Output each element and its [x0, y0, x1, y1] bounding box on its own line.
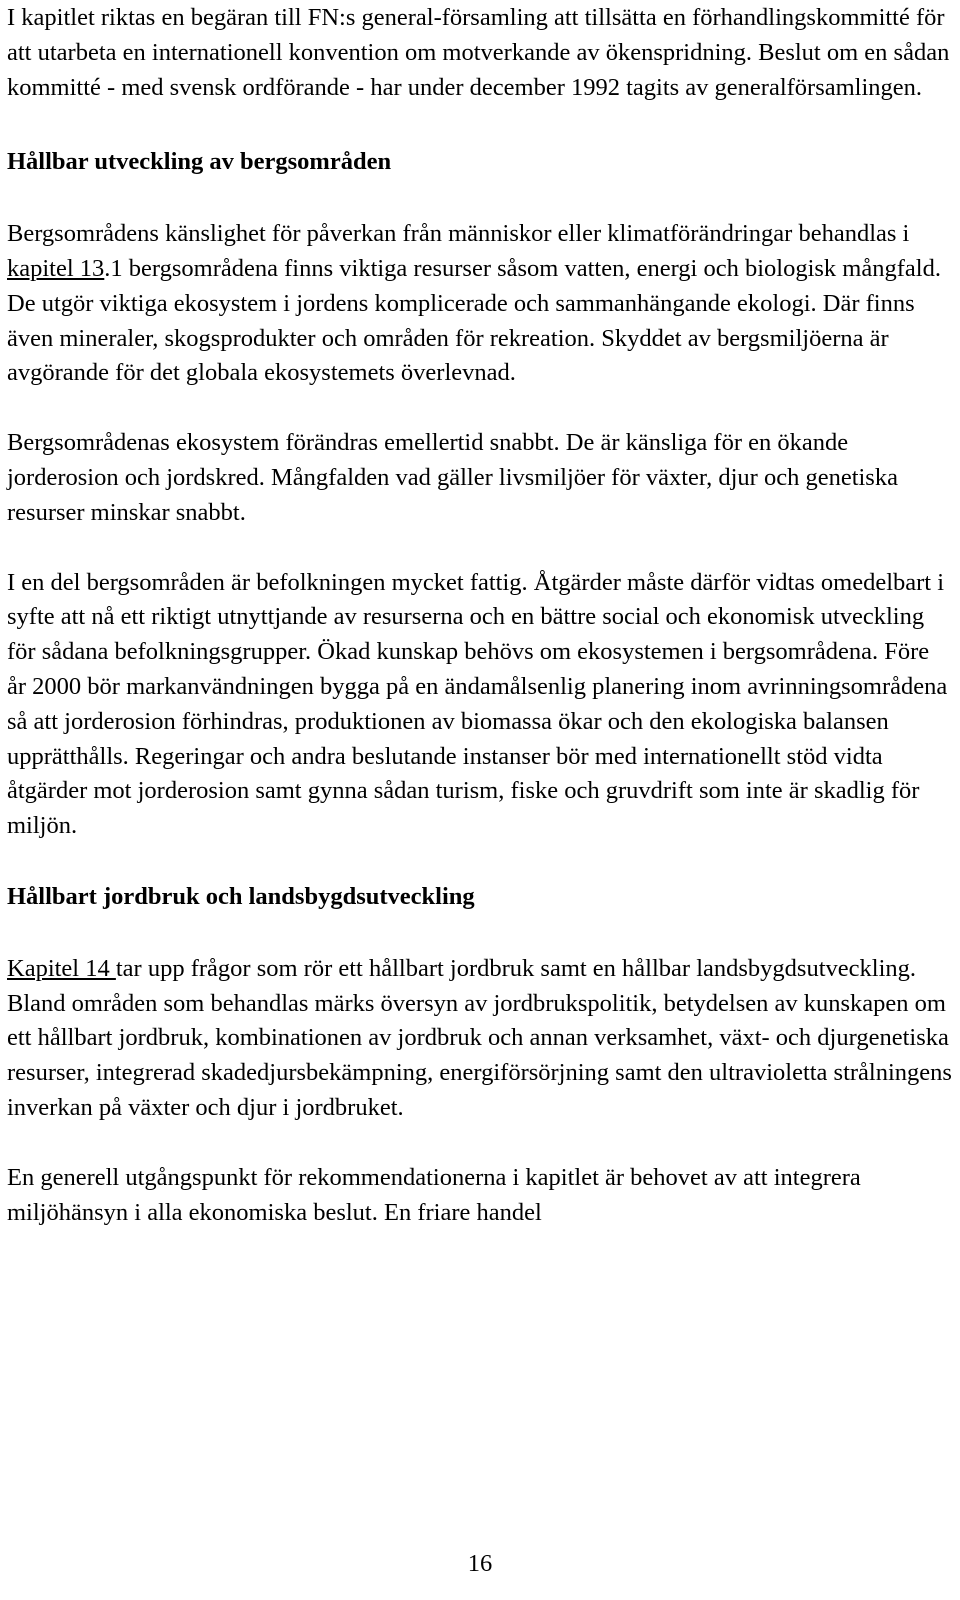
document-page: [7, 0, 953, 1230]
agriculture-p1-text-after: tar upp frågor som rör ett hållbart jordbruk samt en hållbar landsbygdsutveckling. Bland områden som behandlas märks översyn av jordbrukspolitik, betydelsen av kunskapen om ett hållbart jordbruk, kombinationen av jordbruk och annan verksamhet, växt- och djurgenetiska resurser, integrerad skadedjursbekämpning, energiförsörjning samt den ultravioletta strålningens inverkan på växter och djur i jordbruket.: [7, 954, 952, 1121]
agriculture-paragraph-1: [7, 952, 953, 1126]
mountains-paragraph-3: I en del bergsområden är befolkningen mycket fattig. Åtgärder måste därför vidtas omedelbart i syfte att nå ett riktigt utnyttjande av resurserna och en bättre social och ekonomisk utveckling för sådana befolkningsgrupper. Ökad kunskap behövs om ekosystemen i bergsområdena. Före år 2000 bör markanvändningen bygga på en ändamålsenlig planering inom avrinningsområdena så att jorderosion förhindras, produktionen av biomassa ökar och den ekologiska balansen upprätthålls. Regeringar och andra beslutande instanser bör med internationellt stöd vidta åtgärder mot jorderosion samt gynna sådan turism, fiske och gruvdrift som inte är skadlig för miljön.: [7, 568, 948, 840]
mountains-p1-text-before: Bergsområdens känslighet för påverkan från människor eller klimatförändringar behandlas i: [7, 220, 910, 248]
heading-mountains: Hållbar utveckling av bergsområden: [7, 148, 392, 176]
intro-paragraph: I kapitlet riktas en begäran till FN:s general-församling att tillsätta en förhandlingskommitté för att utarbeta en internationell konvention om motverkande av ökenspridning. Beslut om en sådan kommitté - med svensk ordförande - har under december 1992 tagits av generalförsamlingen.: [7, 4, 950, 101]
mountains-p1-text-after: .1 bergsområdena finns viktiga resurser såsom vatten, energi och biologisk mångfald. De utgör viktiga ekosystem i jordens komplicerade och sammanhängande ekologi. Där finns även mineraler, skogsprodukter och områden för rekreation. Skyddet av bergsmiljöerna är avgörande för det globala ekosystemets överlevnad.: [7, 254, 941, 387]
agriculture-paragraph-2: En generell utgångspunkt för rekommendationerna i kapitlet är behovet av att integrera miljöhänsyn i alla ekonomiska beslut. En friare handel: [7, 1163, 861, 1226]
chapter-13-link[interactable]: kapitel 13: [7, 254, 105, 282]
chapter-14-link[interactable]: Kapitel 14: [7, 954, 116, 982]
heading-agriculture: Hållbart jordbruk och landsbygdsutveckling: [7, 882, 475, 910]
mountains-paragraph-1: [7, 217, 953, 391]
page-number: 16: [467, 1550, 493, 1577]
mountains-paragraph-2: Bergsområdenas ekosystem förändras emellertid snabbt. De är känsliga för en ökande jorderosion och jordskred. Mångfalden vad gäller livsmiljöer för växter, djur och genetiska resurser minskar snabbt.: [7, 429, 898, 526]
